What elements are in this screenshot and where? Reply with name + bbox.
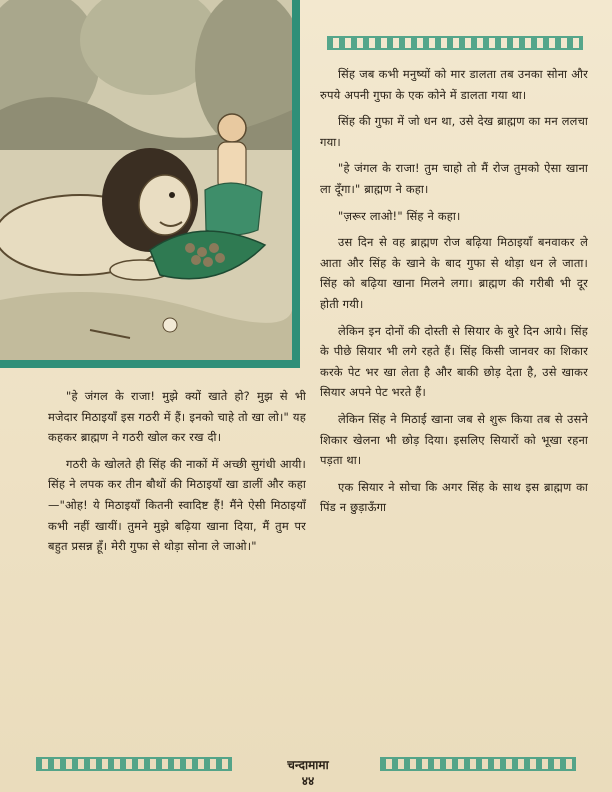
left-text-column	[48, 386, 306, 563]
lion-brahmin-icon	[0, 0, 292, 360]
paragraph: एक सियार ने सोचा कि अगर सिंह के साथ इस ब्राह्मण का पिंड न छुड़ाऊँगा	[320, 479, 588, 515]
paragraph: "हे जंगल के राजा! मुझे क्यों खाते हो? मुझ से भी मजेदार मिठाइयाँ इस गठरी में हैं। इनको चाहे तो खा लो।" यह कहकर ब्राह्मण ने गठरी खोल कर रख दी।	[48, 389, 306, 445]
top-ornament-border	[327, 36, 583, 50]
paragraph: सिंह जब कभी मनुष्यों को मार डालता तब उनका सोना और रुपये अपनी गुफा के एक कोने में डालता गया था।	[320, 67, 588, 102]
bottom-right-ornament-border	[380, 757, 576, 771]
paragraph: लेकिन सिंह ने मिठाई खाना जब से शुरू किया तब से उसने शिकार खेलना भी छोड़ दिया। इसलिए सियारों को भूखा रहना पड़ता था।	[320, 411, 588, 468]
paragraph: गठरी के खोलते ही सिंह की नाकों में अच्छी सुगंधी आयी। सिंह ने लपक कर तीन बौथों की मिठाइयाँ खा डालीं और कहा—"ओह! ये मिठाइयाँ कितनी स्वादिष्ट हैं! मैंने ऐसी मिठाइयाँ कभी नहीं खायीं। तुमने मुझे बढ़िया खाना दिया, मैं तुम पर बहुत प्रसन्न हूँ। मेरी गुफा से थोड़ा सोना ले जाओ।"	[48, 456, 306, 554]
paragraph: सिंह की गुफा में जो धन था, उसे देख ब्राह्मण का मन ललचा गया।	[320, 114, 588, 149]
story-illustration	[0, 0, 300, 368]
paragraph: लेकिन इन दोनों की दोस्ती से सियार के बुरे दिन आये। सिंह के पीछे सियार भी लगे रहते हैं। सिंह किसी जानवर का शिकार करके पेट भर खा लेता है और बाकी छोड़ देता है, उसे खाकर सियार अपने पेट भरते हैं।	[320, 323, 588, 400]
paragraph: "ज़रूर लाओ!" सिंह ने कहा।	[338, 208, 461, 223]
magazine-title: चन्दामामा	[287, 758, 329, 772]
right-text-column	[320, 64, 588, 524]
paragraph: "हे जंगल के राजा! तुम चाहो तो मैं रोज तुमको ऐसा खाना ला दूँगा।" ब्राह्मण ने कहा।	[320, 161, 588, 196]
paragraph: उस दिन से वह ब्राह्मण रोज बढ़िया मिठाइयाँ बनवाकर ले आता और सिंह के खाने के बाद गुफा से थोड़ा धन ले जाता। सिंह को बढ़िया खाना मिलने लगा। ब्राह्मण की गरीबी भी दूर होती गयी।	[320, 235, 588, 311]
bottom-left-ornament-border	[36, 757, 232, 771]
page-number: ४४	[301, 774, 315, 788]
